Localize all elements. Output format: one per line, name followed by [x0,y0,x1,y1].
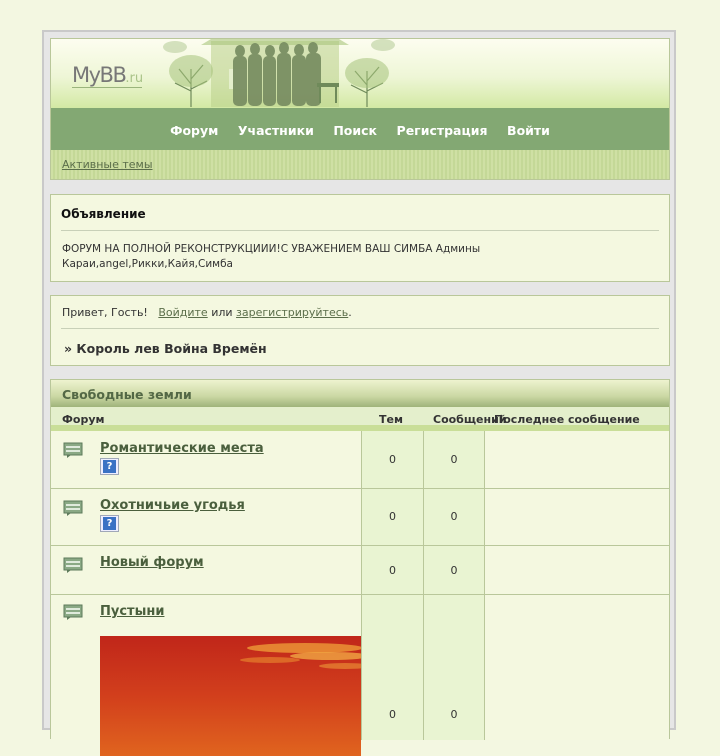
posts-cell [423,489,484,545]
greeting-line [62,306,352,319]
posts-cell [423,431,484,488]
sub-navigation [50,150,670,180]
forum-cell [51,595,361,740]
forum-cell [51,546,361,594]
category-name[interactable]: Свободные земли [62,387,192,402]
or-text: или [211,306,233,319]
topics-cell [361,546,423,594]
topics-cell [361,431,423,488]
forum-link-hunting-grounds[interactable]: Охотничьие угодья [100,498,245,513]
header-banner [50,38,670,108]
column-last-post: Последнее сообщение [494,413,640,426]
nav-members[interactable]: Участники [237,123,314,138]
announcement-title: Объявление [61,207,146,221]
forum-link-deserts[interactable]: Пустыни [100,604,165,619]
last-post-cell [484,431,669,488]
topics-cell [361,489,423,545]
banner-illustration [51,39,670,108]
welcome-box [50,295,670,366]
table-header [51,407,669,431]
forum-row [51,431,669,489]
category-header [51,380,669,407]
greeting-text: Привет, Гость! [62,306,148,319]
posts-count: 0 [450,708,458,721]
login-link[interactable]: Войдите [158,306,208,319]
forum-row [51,595,669,740]
posts-count: 0 [450,564,458,577]
register-link[interactable]: зарегистрируйтесь [236,306,349,319]
last-post-cell [484,489,669,545]
column-topics: Тем [379,413,403,426]
main-navigation [50,108,670,150]
logo-text: MyBB [72,63,126,87]
announcement-box [50,194,670,282]
category-block [50,379,670,739]
divider [61,230,659,231]
nav-login[interactable]: Войти [507,123,550,138]
column-forum: Форум [62,413,105,426]
active-topics-link[interactable]: Активные темы [62,158,153,171]
forum-row [51,489,669,546]
nav-search[interactable]: Поиск [333,123,378,138]
topics-count: 0 [389,564,396,577]
posts-count: 0 [450,453,458,466]
topics-cell [361,595,423,740]
forum-speech-icon [63,500,83,517]
forum-cell [51,489,361,545]
divider [61,328,659,329]
forum-row [51,546,669,595]
logo-suffix: .ru [125,71,144,86]
last-post-cell [484,595,669,740]
forum-title: » Король лев Война Времён [64,341,267,356]
topics-count: 0 [389,510,396,523]
forum-speech-icon [63,442,83,459]
period-text: . [348,306,352,319]
forum-link-romantic-places[interactable]: Романтические места [100,441,264,456]
forum-speech-icon [63,604,83,621]
posts-cell [423,595,484,740]
last-post-cell [484,546,669,594]
nav-register[interactable]: Регистрация [396,123,488,138]
announcement-text: ФОРУМ НА ПОЛНОЙ РЕКОНСТРУКЦИИИ!С УВАЖЕНИЕМ ВАШ СИМБА Админы Караи,angel,Рикки,Кайя,Симба [62,243,481,270]
posts-count: 0 [450,510,458,523]
column-posts: Сообщений [433,413,507,426]
forum-link-new-forum[interactable]: Новый форум [100,555,204,570]
topics-count: 0 [389,453,396,466]
forum-cell [51,431,361,488]
nav-forum[interactable]: Форум [170,123,219,138]
question-icon[interactable]: ? [100,515,119,532]
posts-cell [423,546,484,594]
question-icon[interactable]: ? [100,458,119,475]
forum-speech-icon [63,557,83,574]
desert-image [100,636,361,756]
topics-count: 0 [389,708,396,721]
